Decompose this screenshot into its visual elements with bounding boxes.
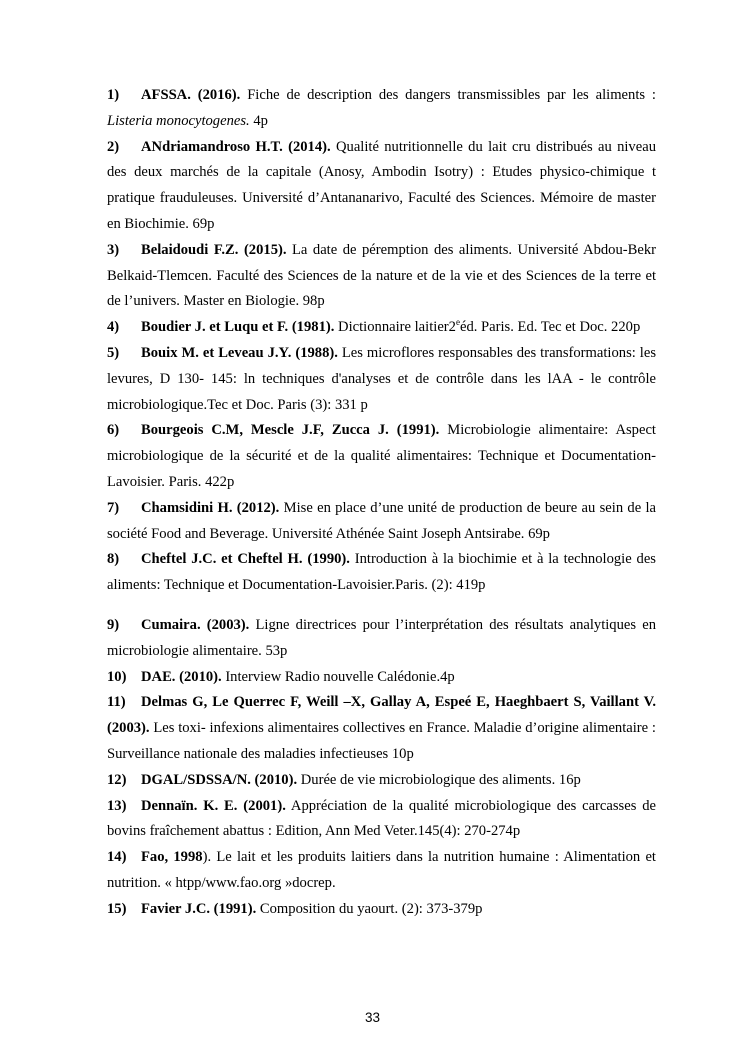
reference-text: Qualité nutritionnelle du lait cru distribués au niveau des deux marchés de la capitale (Anosy, Ambodin Isotry) : Etudes physico-chimique t pratique frauduleuses. Université d’Antananarivo, Faculté des Sciences. Mémoire de master en Biochimie. 69p bbox=[107, 138, 656, 232]
reference-number: 15) bbox=[107, 900, 127, 917]
reference-author: Delmas G, Le Querrec F, Weill –X, Gallay A, Espeé E, Haeghbaert S, Vaillant V. (2003). bbox=[107, 694, 656, 737]
reference-author: DGAL/SDSSA/N. (2010). bbox=[141, 771, 298, 788]
reference-number: 5) bbox=[107, 344, 120, 361]
reference-number: 3) bbox=[107, 241, 120, 258]
reference-author: Cumaira. (2003). bbox=[141, 616, 250, 633]
reference-author: Bouix M. et Leveau J.Y. (1988). bbox=[141, 344, 338, 361]
reference-item bbox=[107, 496, 656, 548]
reference-item bbox=[107, 83, 656, 135]
reference-author: Fao, 1998 bbox=[141, 849, 203, 866]
reference-text: Introduction à la biochimie et à la technologie des aliments: Technique et Documentation-Lavoisier.Paris. (2): 419p bbox=[107, 551, 656, 594]
reference-text: ). Le lait et les produits laitiers dans la nutrition humaine : Alimentation et nutrition. « htpp/www.fao.org »docrep. bbox=[107, 849, 656, 891]
reference-number: 4) bbox=[107, 319, 120, 336]
reference-text: Appréciation de la qualité microbiologique des carcasses de bovins fraîchement abattus : Edition, Ann Med Veter.145(4): 270-274p bbox=[107, 797, 657, 840]
reference-number: 8) bbox=[107, 551, 120, 568]
reference-text: La date de péremption des aliments. Université Abdou-Bekr Belkaid-Tlemcen. Faculté des Sciences de la nature et de la vie et des Sciences de la terre et de l’univers. Master en Biologie. 98p bbox=[107, 241, 656, 310]
reference-item bbox=[107, 547, 656, 599]
reference-number: 10) bbox=[107, 668, 127, 685]
reference-number: 13) bbox=[107, 797, 127, 814]
reference-author: Dennaïn. K. E. (2001). bbox=[141, 797, 286, 814]
reference-author: DAE. (2010). bbox=[141, 668, 222, 685]
reference-item bbox=[107, 418, 656, 495]
reference-text: Microbiologie alimentaire: Aspect microbiologique de la sécurité et de la qualité alimentaires: Technique et Documentation-Lavoisier. Paris. 422p bbox=[107, 422, 656, 490]
reference-text-continued: éd. Paris. Ed. Tec et Doc. 220p bbox=[459, 319, 641, 336]
reference-author: ANdriamandroso H.T. (2014). bbox=[141, 138, 331, 155]
reference-number: 12) bbox=[107, 771, 127, 788]
reference-author: Chamsidini H. (2012). bbox=[141, 499, 280, 516]
reference-item bbox=[107, 238, 656, 315]
reference-number: 14) bbox=[107, 849, 127, 866]
reference-item bbox=[107, 665, 656, 691]
superscript-edition: e bbox=[455, 317, 460, 328]
reference-author: Boudier J. et Luqu et F. (1981). bbox=[141, 319, 335, 336]
reference-number: 1) bbox=[107, 87, 120, 103]
reference-author: Favier J.C. (1991). bbox=[141, 900, 257, 917]
reference-number: 6) bbox=[107, 422, 120, 439]
reference-item bbox=[107, 845, 656, 897]
reference-text: Les microflores responsables des transformations: les levures, D 130- 145: ln techniques d'analyses et de contrôle dans les lAA - le contrôle microbiologique.Tec et Doc. Paris (3): 331 p bbox=[107, 344, 657, 413]
reference-number: 2) bbox=[107, 138, 120, 155]
reference-number: 11) bbox=[107, 694, 126, 711]
reference-item bbox=[107, 768, 656, 794]
reference-item bbox=[107, 690, 656, 767]
reference-item bbox=[107, 794, 656, 846]
reference-number: 7) bbox=[107, 499, 120, 516]
reference-item bbox=[107, 897, 656, 923]
reference-item bbox=[107, 135, 656, 238]
reference-item bbox=[107, 613, 656, 665]
reference-author: Belaidoudi F.Z. (2015). bbox=[141, 241, 287, 258]
reference-pages: 4p bbox=[249, 112, 268, 129]
reference-author: Cheftel J.C. et Cheftel H. (1990). bbox=[141, 551, 350, 568]
reference-item bbox=[107, 341, 656, 418]
reference-author: AFSSA. (2016). bbox=[141, 87, 241, 103]
reference-text: Interview Radio nouvelle Calédonie.4p bbox=[221, 668, 455, 685]
bibliography-list bbox=[107, 83, 656, 923]
reference-text: Durée de vie microbiologique des aliments. 16p bbox=[297, 771, 581, 788]
reference-author: Bourgeois C.M, Mescle J.F, Zucca J. (1991). bbox=[141, 422, 440, 439]
reference-text: Composition du yaourt. (2): 373-379p bbox=[256, 900, 483, 917]
reference-text: Les toxi- infexions alimentaires collectives en France. Maladie d’origine alimentaire : Surveillance nationale des maladies infectieuses 10p bbox=[107, 720, 656, 762]
reference-text: Mise en place d’une unité de production de beure au sein de la société Food and Beverage. Université Athénée Saint Joseph Antsirabe. 69p bbox=[107, 499, 656, 542]
reference-text: Dictionnaire laitier2 bbox=[334, 319, 456, 336]
reference-text: Fiche de description des dangers transmissibles par les aliments : bbox=[240, 87, 656, 103]
page-number: 33 bbox=[364, 1010, 381, 1025]
reference-item bbox=[107, 315, 656, 341]
reference-number: 9) bbox=[107, 616, 120, 633]
reference-text: Ligne directrices pour l’interprétation des résultats analytiques en microbiologie alimentaire. 53p bbox=[107, 616, 656, 659]
reference-italic-title: Listeria monocytogenes. bbox=[107, 112, 250, 129]
